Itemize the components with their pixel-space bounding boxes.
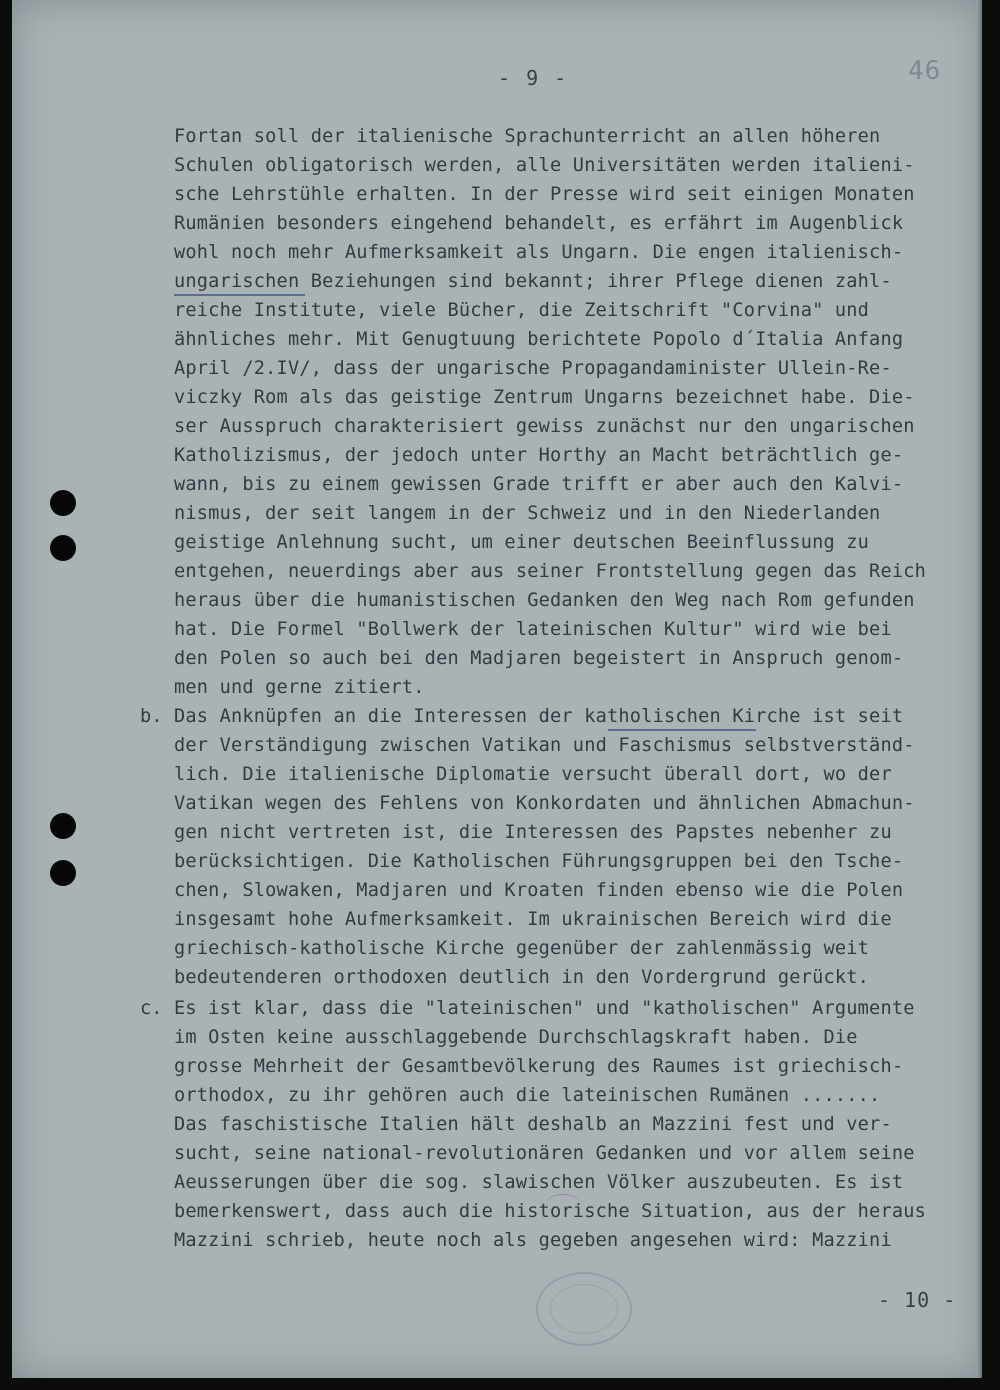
text-line: Schulen obligatorisch werden, alle Universitäten werden italieni- xyxy=(174,155,915,176)
punch-hole xyxy=(50,535,76,561)
document-page xyxy=(12,0,982,1378)
section-marker: b. xyxy=(140,706,163,727)
text-line: Katholizismus, der jedoch unter Horthy an Macht beträchtlich ge- xyxy=(174,445,904,466)
text-line: sche Lehrstühle erhalten. In der Presse wird seit einigen Monaten xyxy=(174,184,915,205)
text-line: der Verständigung zwischen Vatikan und Faschismus selbstverständ- xyxy=(174,735,915,756)
text-line: griechisch-katholische Kirche gegenüber der zahlenmässig weit xyxy=(174,938,870,959)
text-line: orthodox, zu ihr gehören auch die lateinischen Rumänen ....... xyxy=(174,1085,881,1106)
text-line: im Osten keine ausschlaggebende Durchschlagskraft haben. Die xyxy=(174,1027,858,1048)
text-line: bedeutenderen orthodoxen deutlich in den Vordergrund gerückt. xyxy=(174,967,870,988)
underline-mark xyxy=(608,729,756,731)
text-line: Das faschistische Italien hält deshalb an Mazzini fest und ver- xyxy=(174,1114,892,1135)
text-line: insgesamt hohe Aufmerksamkeit. Im ukrainischen Bereich wird die xyxy=(174,909,892,930)
text-line: nismus, der seit langem in der Schweiz und in den Niederlanden xyxy=(174,503,881,524)
text-line: entgehen, neuerdings aber aus seiner Frontstellung gegen das Reich xyxy=(174,561,927,582)
text-line: viczky Rom als das geistige Zentrum Ungarns bezeichnet habe. Die- xyxy=(174,387,915,408)
page-number: - 9 - xyxy=(498,66,569,90)
text-line: April /2.IV/, dass der ungarische Propagandaminister Ullein-Re- xyxy=(174,358,892,379)
punch-hole xyxy=(50,490,76,516)
text-line: Es ist klar, dass die "lateinischen" und "katholischen" Argumente xyxy=(174,998,915,1019)
text-line: berücksichtigen. Die Katholischen Führungsgruppen bei den Tsche- xyxy=(174,851,904,872)
text-line: ähnliches mehr. Mit Genugtuung berichtete Popolo d´Italia Anfang xyxy=(174,329,904,350)
text-line: gen nicht vertreten ist, die Interessen des Papstes nebenher zu xyxy=(174,822,892,843)
underline-mark xyxy=(174,294,305,296)
text-line: men und gerne zitiert. xyxy=(174,677,425,698)
text-line: ungarischen Beziehungen sind bekannt; ihrer Pflege dienen zahl- xyxy=(174,271,892,292)
text-line: heraus über die humanistischen Gedanken den Weg nach Rom gefunden xyxy=(174,590,915,611)
text-line: reiche Institute, viele Bücher, die Zeitschrift "Corvina" und xyxy=(174,300,870,321)
text-line: wohl noch mehr Aufmerksamkeit als Ungarn. Die engen italienisch- xyxy=(174,242,904,263)
text-line: grosse Mehrheit der Gesamtbevölkerung des Raumes ist griechisch- xyxy=(174,1056,904,1077)
archive-stamp xyxy=(536,1272,632,1346)
text-line: den Polen so auch bei den Madjaren begeistert in Anspruch genom- xyxy=(174,648,904,669)
text-line: geistige Anlehnung sucht, um einer deutschen Beeinflussung zu xyxy=(174,532,870,553)
text-line: sucht, seine national-revolutionären Gedanken und vor allem seine xyxy=(174,1143,915,1164)
text-line: Aeusserungen über die sog. slawischen Völker auszubeuten. Es ist xyxy=(174,1172,904,1193)
text-line: lich. Die italienische Diplomatie versucht überall dort, wo der xyxy=(174,764,892,785)
text-line: Das Anknüpfen an die Interessen der katholischen Kirche ist seit xyxy=(174,706,904,727)
archive-number: 46 xyxy=(908,56,942,86)
punch-hole xyxy=(50,860,76,886)
text-line: bemerkenswert, dass auch die historische Situation, aus der heraus xyxy=(174,1201,927,1222)
text-line: wann, bis zu einem gewissen Grade trifft er aber auch den Kalvi- xyxy=(174,474,904,495)
pencil-annotation xyxy=(546,1194,580,1213)
section-marker: c. xyxy=(140,998,163,1019)
text-line: Mazzini schrieb, heute noch als gegeben angesehen wird: Mazzini xyxy=(174,1230,892,1251)
punch-hole xyxy=(50,813,76,839)
text-line: Fortan soll der italienische Sprachunterricht an allen höheren xyxy=(174,126,881,147)
text-line: ser Ausspruch charakterisiert gewiss zunächst nur den ungarischen xyxy=(174,416,915,437)
text-line: hat. Die Formel "Bollwerk der lateinischen Kultur" wird wie bei xyxy=(174,619,892,640)
text-line: Vatikan wegen des Fehlens von Konkordaten und ähnlichen Abmachun- xyxy=(174,793,915,814)
text-line: Rumänien besonders eingehend behandelt, es erfährt im Augenblick xyxy=(174,213,904,234)
text-line: chen, Slowaken, Madjaren und Kroaten finden ebenso wie die Polen xyxy=(174,880,904,901)
next-page-indicator: - 10 - xyxy=(878,1288,957,1312)
